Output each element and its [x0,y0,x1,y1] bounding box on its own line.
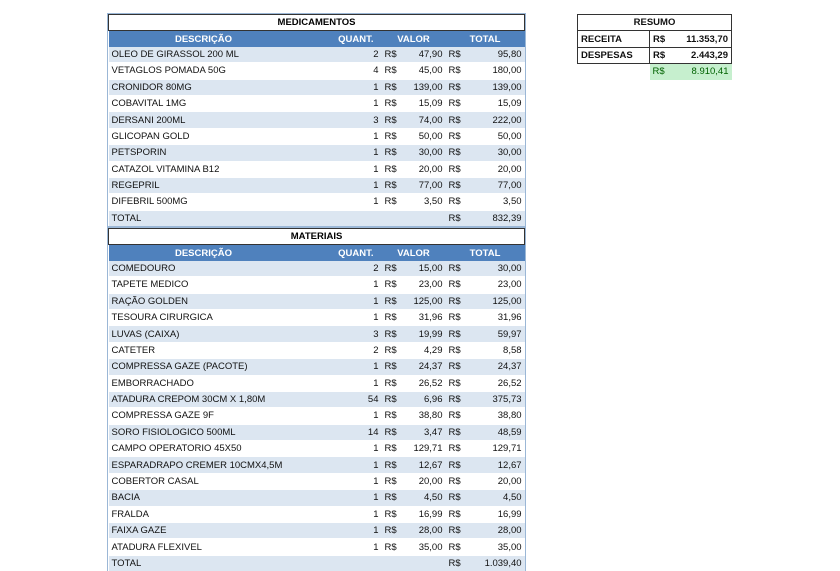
table-row [109,194,525,210]
item-unit-currency: R$ [382,342,404,358]
col-header-total: TOTAL [446,245,525,261]
item-quantity: 1 [299,441,382,457]
item-description: DIFEBRIL 500MG [109,194,299,210]
item-description: EMBORRACHADO [109,375,299,391]
item-total-value: 129,71 [468,441,525,457]
item-unit-value: 20,00 [404,473,446,489]
medicamentos-title: MEDICAMENTOS [109,15,525,31]
table-row [109,112,525,128]
item-unit-currency: R$ [382,47,404,63]
item-total-value: 26,52 [468,375,525,391]
item-description: REGEPRIL [109,177,299,193]
item-unit-currency: R$ [382,391,404,407]
total-row [109,210,525,226]
item-description: COMEDOURO [109,261,299,277]
item-description: ATADURA FLEXIVEL [109,539,299,555]
item-unit-value: 4,50 [404,490,446,506]
item-unit-currency: R$ [382,539,404,555]
item-total-value: 95,80 [468,47,525,63]
empty-cell [404,555,446,571]
item-total-value: 48,59 [468,424,525,440]
item-unit-value: 12,67 [404,457,446,473]
receita-label: RECEITA [578,31,650,47]
item-total-value: 4,50 [468,490,525,506]
item-total-currency: R$ [446,523,468,539]
col-header-total: TOTAL [446,31,525,47]
item-description: COBAVITAL 1MG [109,95,299,111]
table-row [109,473,525,489]
receita-currency: R$ [650,31,670,47]
total-label: TOTAL [109,555,299,571]
item-quantity: 2 [299,261,382,277]
item-unit-currency: R$ [382,506,404,522]
table-row [109,342,525,358]
item-total-currency: R$ [446,359,468,375]
table-row [109,326,525,342]
table-row [109,177,525,193]
resumo-table [577,14,732,80]
item-unit-currency: R$ [382,112,404,128]
receita-row [578,31,732,47]
item-unit-currency: R$ [382,63,404,79]
item-total-value: 77,00 [468,177,525,193]
item-unit-value: 129,71 [404,441,446,457]
saldo-value: 8.910,41 [670,64,732,80]
item-unit-currency: R$ [382,261,404,277]
item-total-currency: R$ [446,79,468,95]
item-description: SORO FISIOLOGICO 500ML [109,424,299,440]
item-description: RAÇÃO GOLDEN [109,293,299,309]
empty-cell [299,555,382,571]
table-row [109,95,525,111]
item-total-value: 59,97 [468,326,525,342]
item-description: CRONIDOR 80MG [109,79,299,95]
item-description: PETSPORIN [109,145,299,161]
item-description: ATADURA CREPOM 30CM X 1,80M [109,391,299,407]
item-description: GLICOPAN GOLD [109,128,299,144]
item-unit-value: 23,00 [404,277,446,293]
item-unit-currency: R$ [382,177,404,193]
item-unit-value: 47,90 [404,47,446,63]
item-total-value: 16,99 [468,506,525,522]
item-description: ESPARADRAPO CREMER 10CMX4,5M [109,457,299,473]
empty-cell [299,210,382,226]
item-unit-currency: R$ [382,375,404,391]
table-row [109,539,525,555]
item-total-currency: R$ [446,95,468,111]
materiais-title: MATERIAIS [109,229,525,245]
item-description: CATAZOL VITAMINA B12 [109,161,299,177]
col-header-quant: QUANT. [299,31,382,47]
table-row [109,523,525,539]
item-unit-currency: R$ [382,145,404,161]
item-description: LUVAS (CAIXA) [109,326,299,342]
item-description: VETAGLOS POMADA 50G [109,63,299,79]
item-description: COMPRESSA GAZE 9F [109,408,299,424]
item-quantity: 1 [299,309,382,325]
item-total-value: 375,73 [468,391,525,407]
col-header-descricao: DESCRIÇÃO [109,245,299,261]
item-total-currency: R$ [446,375,468,391]
item-total-currency: R$ [446,277,468,293]
table-row [109,79,525,95]
item-unit-currency: R$ [382,161,404,177]
item-quantity: 1 [299,293,382,309]
col-header-valor: VALOR [382,31,446,47]
item-total-currency: R$ [446,112,468,128]
item-unit-value: 28,00 [404,523,446,539]
item-total-currency: R$ [446,145,468,161]
item-total-value: 139,00 [468,79,525,95]
item-unit-value: 139,00 [404,79,446,95]
item-total-currency: R$ [446,457,468,473]
item-total-currency: R$ [446,63,468,79]
item-total-value: 35,00 [468,539,525,555]
total-row [109,555,525,571]
item-quantity: 1 [299,539,382,555]
item-total-currency: R$ [446,128,468,144]
item-total-currency: R$ [446,261,468,277]
item-quantity: 1 [299,408,382,424]
item-quantity: 1 [299,194,382,210]
item-total-value: 30,00 [468,145,525,161]
table-row [109,408,525,424]
item-total-currency: R$ [446,342,468,358]
table-row [109,441,525,457]
item-total-value: 31,96 [468,309,525,325]
saldo-blank-cell [578,64,650,80]
item-total-currency: R$ [446,424,468,440]
item-unit-value: 6,96 [404,391,446,407]
table-row [109,391,525,407]
item-unit-currency: R$ [382,457,404,473]
table-row [109,309,525,325]
item-quantity: 1 [299,79,382,95]
item-unit-value: 19,99 [404,326,446,342]
item-total-currency: R$ [446,490,468,506]
item-quantity: 1 [299,177,382,193]
item-unit-currency: R$ [382,79,404,95]
table-row [109,506,525,522]
total-value: 1.039,40 [468,555,525,571]
item-unit-currency: R$ [382,277,404,293]
table-row [109,424,525,440]
total-currency: R$ [446,555,468,571]
item-quantity: 54 [299,391,382,407]
item-total-value: 28,00 [468,523,525,539]
item-description: OLEO DE GIRASSOL 200 ML [109,47,299,63]
item-unit-value: 26,52 [404,375,446,391]
empty-cell [404,210,446,226]
item-description: CAMPO OPERATORIO 45X50 [109,441,299,457]
item-description: COMPRESSA GAZE (PACOTE) [109,359,299,375]
despesas-currency: R$ [650,47,670,63]
item-unit-currency: R$ [382,194,404,210]
table-row [109,145,525,161]
item-quantity: 1 [299,457,382,473]
item-total-currency: R$ [446,391,468,407]
total-currency: R$ [446,210,468,226]
item-total-value: 180,00 [468,63,525,79]
item-total-currency: R$ [446,539,468,555]
item-total-value: 23,00 [468,277,525,293]
table-row [109,47,525,63]
table-row [109,359,525,375]
item-quantity: 1 [299,473,382,489]
empty-cell [382,210,404,226]
receita-value: 11.353,70 [670,31,732,47]
item-total-currency: R$ [446,506,468,522]
col-header-descricao: DESCRIÇÃO [109,31,299,47]
item-unit-value: 3,47 [404,424,446,440]
item-unit-currency: R$ [382,359,404,375]
medicamentos-table [108,14,525,226]
item-quantity: 1 [299,375,382,391]
item-quantity: 2 [299,47,382,63]
empty-cell [382,555,404,571]
resumo-title: RESUMO [578,15,732,31]
item-total-currency: R$ [446,177,468,193]
table-row [109,161,525,177]
item-description: DERSANI 200ML [109,112,299,128]
item-quantity: 3 [299,326,382,342]
item-unit-currency: R$ [382,408,404,424]
item-unit-currency: R$ [382,128,404,144]
item-unit-currency: R$ [382,441,404,457]
col-header-quant: QUANT. [299,245,382,261]
item-total-currency: R$ [446,408,468,424]
despesas-value: 2.443,29 [670,47,732,63]
item-quantity: 2 [299,342,382,358]
item-unit-value: 4,29 [404,342,446,358]
item-quantity: 1 [299,490,382,506]
item-description: TAPETE MEDICO [109,277,299,293]
item-unit-currency: R$ [382,490,404,506]
item-total-currency: R$ [446,194,468,210]
item-description: FAIXA GAZE [109,523,299,539]
item-quantity: 14 [299,424,382,440]
item-total-value: 38,80 [468,408,525,424]
item-unit-value: 15,09 [404,95,446,111]
item-unit-currency: R$ [382,523,404,539]
item-unit-currency: R$ [382,326,404,342]
item-description: COBERTOR CASAL [109,473,299,489]
item-unit-value: 45,00 [404,63,446,79]
item-unit-value: 30,00 [404,145,446,161]
item-total-currency: R$ [446,441,468,457]
table-row [109,375,525,391]
table-row [109,293,525,309]
item-quantity: 1 [299,95,382,111]
item-total-value: 12,67 [468,457,525,473]
table-row [109,63,525,79]
item-unit-value: 31,96 [404,309,446,325]
item-unit-value: 35,00 [404,539,446,555]
item-total-currency: R$ [446,293,468,309]
item-total-currency: R$ [446,47,468,63]
item-quantity: 1 [299,523,382,539]
item-total-value: 3,50 [468,194,525,210]
item-total-value: 8,58 [468,342,525,358]
item-total-currency: R$ [446,326,468,342]
table-row [109,128,525,144]
item-quantity: 1 [299,506,382,522]
total-label: TOTAL [109,210,299,226]
item-unit-value: 50,00 [404,128,446,144]
item-total-currency: R$ [446,309,468,325]
item-total-value: 30,00 [468,261,525,277]
item-total-value: 20,00 [468,473,525,489]
item-quantity: 3 [299,112,382,128]
item-unit-currency: R$ [382,473,404,489]
materiais-table [108,228,525,571]
table-row [109,277,525,293]
despesas-label: DESPESAS [578,47,650,63]
item-unit-value: 20,00 [404,161,446,177]
item-unit-value: 15,00 [404,261,446,277]
item-total-value: 125,00 [468,293,525,309]
item-unit-currency: R$ [382,95,404,111]
item-quantity: 1 [299,128,382,144]
item-unit-currency: R$ [382,309,404,325]
table-row [109,457,525,473]
item-unit-value: 16,99 [404,506,446,522]
item-description: TESOURA CIRURGICA [109,309,299,325]
saldo-row [578,64,732,80]
item-unit-currency: R$ [382,424,404,440]
total-value: 832,39 [468,210,525,226]
item-unit-value: 38,80 [404,408,446,424]
item-total-value: 50,00 [468,128,525,144]
item-total-value: 15,09 [468,95,525,111]
item-quantity: 1 [299,277,382,293]
item-description: CATETER [109,342,299,358]
item-quantity: 1 [299,359,382,375]
item-quantity: 1 [299,161,382,177]
saldo-currency: R$ [650,64,670,80]
table-row [109,490,525,506]
item-description: BACIA [109,490,299,506]
item-total-value: 20,00 [468,161,525,177]
item-total-currency: R$ [446,161,468,177]
item-unit-value: 77,00 [404,177,446,193]
item-quantity: 1 [299,145,382,161]
item-total-currency: R$ [446,473,468,489]
item-quantity: 4 [299,63,382,79]
table-row [109,261,525,277]
item-unit-value: 3,50 [404,194,446,210]
item-unit-currency: R$ [382,293,404,309]
item-description: FRALDA [109,506,299,522]
item-unit-value: 24,37 [404,359,446,375]
item-total-value: 24,37 [468,359,525,375]
item-total-value: 222,00 [468,112,525,128]
despesas-row [578,47,732,63]
item-unit-value: 125,00 [404,293,446,309]
col-header-valor: VALOR [382,245,446,261]
item-unit-value: 74,00 [404,112,446,128]
